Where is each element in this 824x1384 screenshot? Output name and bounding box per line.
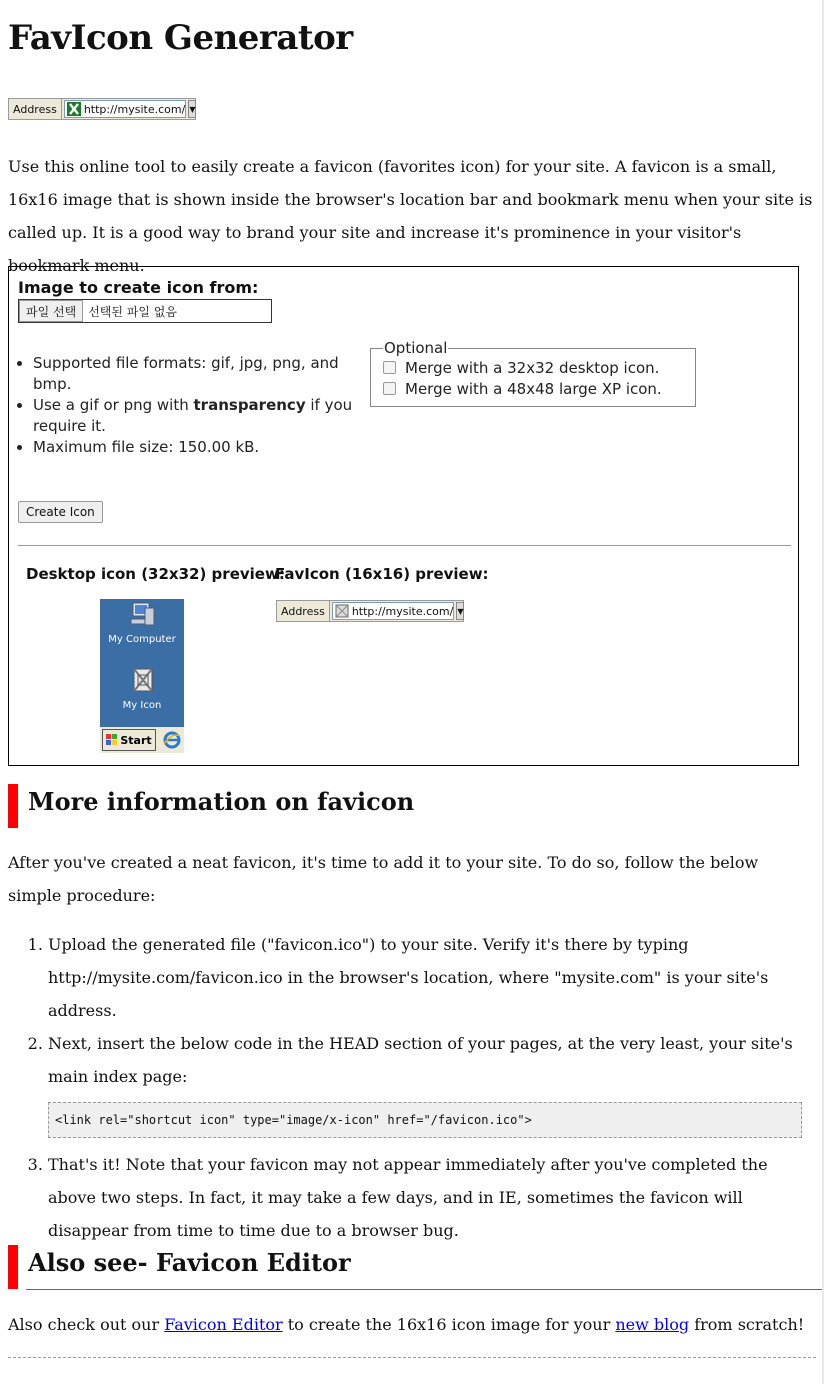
address-label: Address [9, 99, 62, 119]
also-see-heading: Also see- Favicon Editor [28, 1248, 351, 1277]
favicon-form [8, 266, 799, 766]
heading-underline [26, 1289, 824, 1290]
ie-icon [162, 730, 182, 750]
address-url: http://mysite.com/ [83, 102, 186, 116]
list-item: • Supported file formats: gif, jpg, png, and bmp. [33, 353, 353, 395]
list-item: • Maximum file size: 150.00 kB. [33, 437, 353, 458]
code-snippet: <link rel="shortcut icon" type="image/x-icon" href="/favicon.ico"> [48, 1102, 802, 1138]
favicon-editor-link[interactable]: Favicon Editor [164, 1315, 283, 1334]
favicon-preview-address-bar: Address http://mysite.com/ ▼ [276, 600, 464, 622]
file-input[interactable] [18, 299, 272, 323]
steps-list [8, 928, 816, 1247]
generic-icon [127, 667, 157, 695]
merge-32-checkbox[interactable] [383, 361, 396, 374]
list-item: • Use a gif or png with transparency if you require it. [33, 395, 353, 437]
desktop-preview-title: Desktop icon (32x32) preview: [26, 565, 285, 583]
list-item: 1. Upload the generated file ("favicon.ico") to your site. Verify it's there by typing http://mysite.com/favicon.ico in the browser's location, where "mysite.com" is your site's address. [48, 928, 816, 1027]
optional-fieldset [370, 339, 696, 407]
intro-paragraph: Use this online tool to easily create a favicon (favorites icon) for your site. A favicon is a small, 16x16 image that is shown inside the browser's location bar and bookmark menu when your site is called up. It is a good way to brand your site and increase it's prominence in your visitor's bookmark menu. [8, 157, 813, 275]
create-icon-button[interactable]: Create Icon [18, 501, 103, 523]
merge-32-option[interactable]: Merge with a 32x32 desktop icon. [383, 357, 683, 378]
list-item: 2. Next, insert the below code in the HEAD section of your pages, at the very least, your site's main index page: <link rel="shortcut icon" type="image/x-icon" href="/favicon.ico"> [48, 1027, 816, 1138]
start-button: Start [102, 729, 156, 751]
excel-x-icon [67, 102, 81, 116]
image-upload-label: Image to create icon from: [18, 278, 259, 297]
choose-file-button[interactable]: 파일 선택 [19, 300, 83, 322]
favicon-preview-title: FavIcon (16x16) preview: [275, 565, 489, 583]
no-file-text: 선택된 파일 없음 [88, 304, 177, 319]
more-info-heading: More information on favicon [28, 787, 415, 816]
more-info-intro: After you've created a neat favicon, it's time to add it to your site. To do so, follow the below simple procedure: [8, 853, 759, 905]
my-computer-label: My Computer [108, 634, 176, 645]
my-computer-icon [127, 601, 157, 629]
optional-legend: Optional [384, 339, 448, 357]
windows-logo-icon [106, 734, 118, 746]
also-see-paragraph: Also check out our Favicon Editor to create the 16x16 icon image for your new blog from scratch! [8, 1315, 805, 1334]
merge-48-checkbox[interactable] [383, 382, 396, 395]
list-item: 3. That's it! Note that your favicon may not appear immediately after you've completed the above two steps. In fact, it may take a few days, and in IE, sometimes the favicon will disappear from time to time due to a browser bug. [48, 1148, 816, 1247]
desktop-preview [100, 599, 184, 753]
favicon-preview-icon [335, 604, 349, 618]
my-icon-label: My Icon [122, 700, 162, 711]
merge-48-option[interactable]: Merge with a 48x48 large XP icon. [383, 378, 683, 399]
requirements-list [33, 353, 353, 458]
new-blog-link[interactable]: new blog [615, 1315, 690, 1334]
dropdown-arrow-icon: ▼ [456, 602, 464, 620]
dropdown-arrow-icon: ▼ [188, 100, 196, 118]
page-title: FavIcon Generator [8, 18, 353, 58]
address-bar-sample [8, 98, 196, 120]
footer-divider [8, 1357, 816, 1358]
taskbar [100, 727, 184, 753]
divider [18, 545, 791, 546]
